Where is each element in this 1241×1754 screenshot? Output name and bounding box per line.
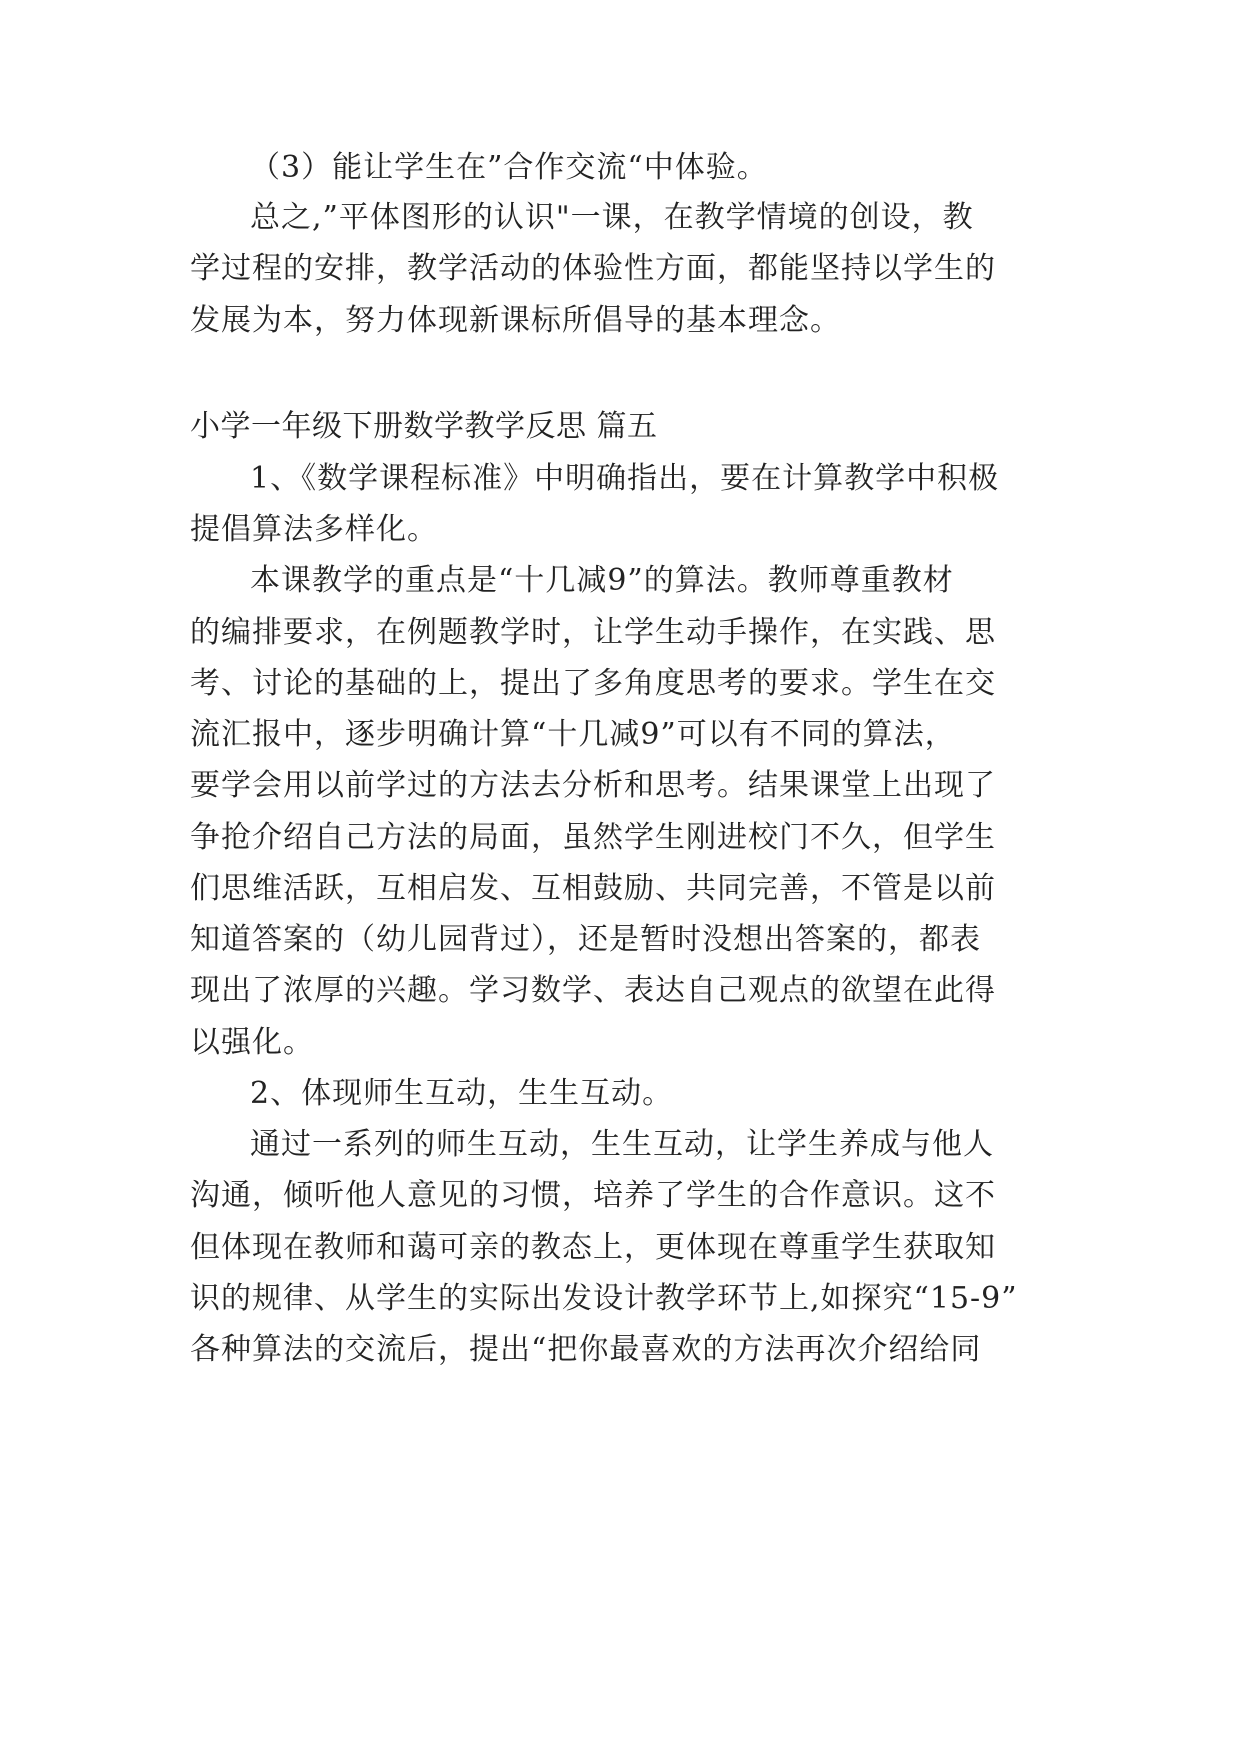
paragraph-line: 以强化。 [190,1025,314,1060]
paragraph-line: （3）能让学生在”合作交流“中体验。 [250,150,768,185]
paragraph-line: 要学会用以前学过的方法去分析和思考。结果课堂上出现了 [190,768,996,803]
paragraph-line: 们思维活跃，互相启发、互相鼓励、共同完善，不管是以前 [190,871,996,906]
paragraph-line: 争抢介绍自己方法的局面，虽然学生刚进校门不久，但学生 [190,820,996,855]
paragraph-line: 1、《数学课程标准》中明确指出，要在计算教学中积极 [250,461,1000,496]
paragraph-line: 总之,”平体图形的认识"一课，在教学情境的创设，教 [250,200,974,235]
section-heading: 小学一年级下册数学教学反思 篇五 [190,409,658,444]
paragraph-line: 通过一系列的师生互动，生生互动，让学生养成与他人 [250,1127,994,1162]
paragraph-line: 学过程的安排，教学活动的体验性方面，都能坚持以学生的 [190,251,996,286]
paragraph-line: 的编排要求，在例题教学时，让学生动手操作，在实践、思 [190,615,996,650]
paragraph-line: 本课教学的重点是“十几减9”的算法。教师尊重教材 [250,563,954,598]
paragraph-line: 沟通，倾听他人意见的习惯，培养了学生的合作意识。这不 [190,1178,996,1213]
paragraph-line: 各种算法的交流后，提出“把你最喜欢的方法再次介绍给同 [190,1332,982,1367]
paragraph-line: 但体现在教师和蔼可亲的教态上，更体现在尊重学生获取知 [190,1230,996,1265]
paragraph-line: 考、讨论的基础的上，提出了多角度思考的要求。学生在交 [190,666,996,701]
paragraph-line: 发展为本，努力体现新课标所倡导的基本理念。 [190,303,841,338]
paragraph-line: 识的规律、从学生的实际出发设计教学环节上,如探究“15-9” [190,1281,1018,1316]
paragraph-line: 提倡算法多样化。 [190,512,438,547]
paragraph-line: 知道答案的（幼儿园背过），还是暂时没想出答案的，都表 [190,922,981,957]
paragraph-line: 2、体现师生互动，生生互动。 [250,1076,674,1111]
paragraph-line: 现出了浓厚的兴趣。学习数学、表达自己观点的欲望在此得 [190,973,996,1008]
paragraph-line: 流汇报中，逐步明确计算“十几减9”可以有不同的算法， [190,717,956,752]
